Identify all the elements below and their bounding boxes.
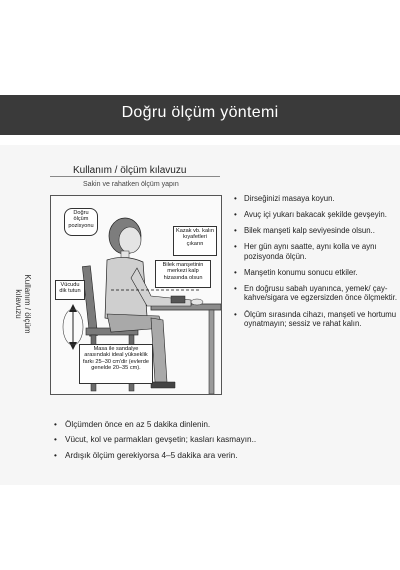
bullet-icon: • <box>234 242 237 252</box>
bullet-icon: • <box>54 420 57 429</box>
callout-table-height: Masa ile sandalye arasındaki ideal yükseklik farkı 25–30 cm'dir (evlerde genelde 20–35 cm). <box>79 344 153 384</box>
title-divider <box>50 176 220 177</box>
list-item: • Bilek manşeti kalp seviyesinde olsun.. <box>234 226 375 236</box>
bullet-icon: • <box>54 450 57 460</box>
list-item: • En doğrusu sabah uyanınca, yemek/ çay-kahve/sigara ve egzersizden önce ölçmektir. <box>234 283 397 303</box>
list-item: • Manşetin konumu sonucu etkiler. <box>234 267 358 277</box>
list-item: • Ölçüm sırasında cihazı, manşeti ve hortumu oynatmayın; sessiz ve rahat kalın. <box>234 309 397 329</box>
callout-clothing: Kazak vb. kalın kıyafetleri çıkarın <box>173 226 217 256</box>
bullet-icon: • <box>234 267 237 277</box>
posture-diagram <box>50 195 222 395</box>
tip-item: • Ölçümden önce en az 5 dakika dinlenin. <box>54 420 211 429</box>
tip-item: • Vücut, kol ve parmakları gevşetin; kasları kasmayın.. <box>54 435 257 445</box>
callout-cuff: Bilek manşetinin merkezi kalp hizasında olsun <box>155 260 211 288</box>
bullet-icon: • <box>234 283 237 293</box>
guide-title: Kullanım / ölçüm kılavuzu <box>73 165 187 176</box>
bullet-icon: • <box>234 194 237 203</box>
tips-list <box>54 420 394 466</box>
bullet-icon: • <box>54 435 57 445</box>
bullet-icon: • <box>234 226 237 236</box>
callout-upright: Vücudu dik tutun <box>55 280 85 300</box>
bullet-icon: • <box>234 309 237 319</box>
list-item: • Avuç içi yukarı bakacak şekilde gevşeyin. <box>234 210 387 220</box>
guide-subtitle: Sakin ve rahatken ölçüm yapın <box>83 181 179 188</box>
list-item: • Dirseğinizi masaya koyun. <box>234 194 335 203</box>
page-title: Doğru ölçüm yöntemi <box>121 104 279 121</box>
bullet-icon: • <box>234 210 237 220</box>
checklist <box>234 194 400 335</box>
side-label: Kullanım / ölçüm kılavuzu <box>14 274 32 334</box>
list-item: • Her gün aynı saatte, aynı kolla ve aynı pozisyonda ölçün. <box>234 242 377 261</box>
callout-posture: Doğru ölçüm pozisyonu <box>64 208 98 236</box>
tip-item: • Ardışık ölçüm gerekiyorsa 4–5 dakika ara verin. <box>54 450 238 460</box>
